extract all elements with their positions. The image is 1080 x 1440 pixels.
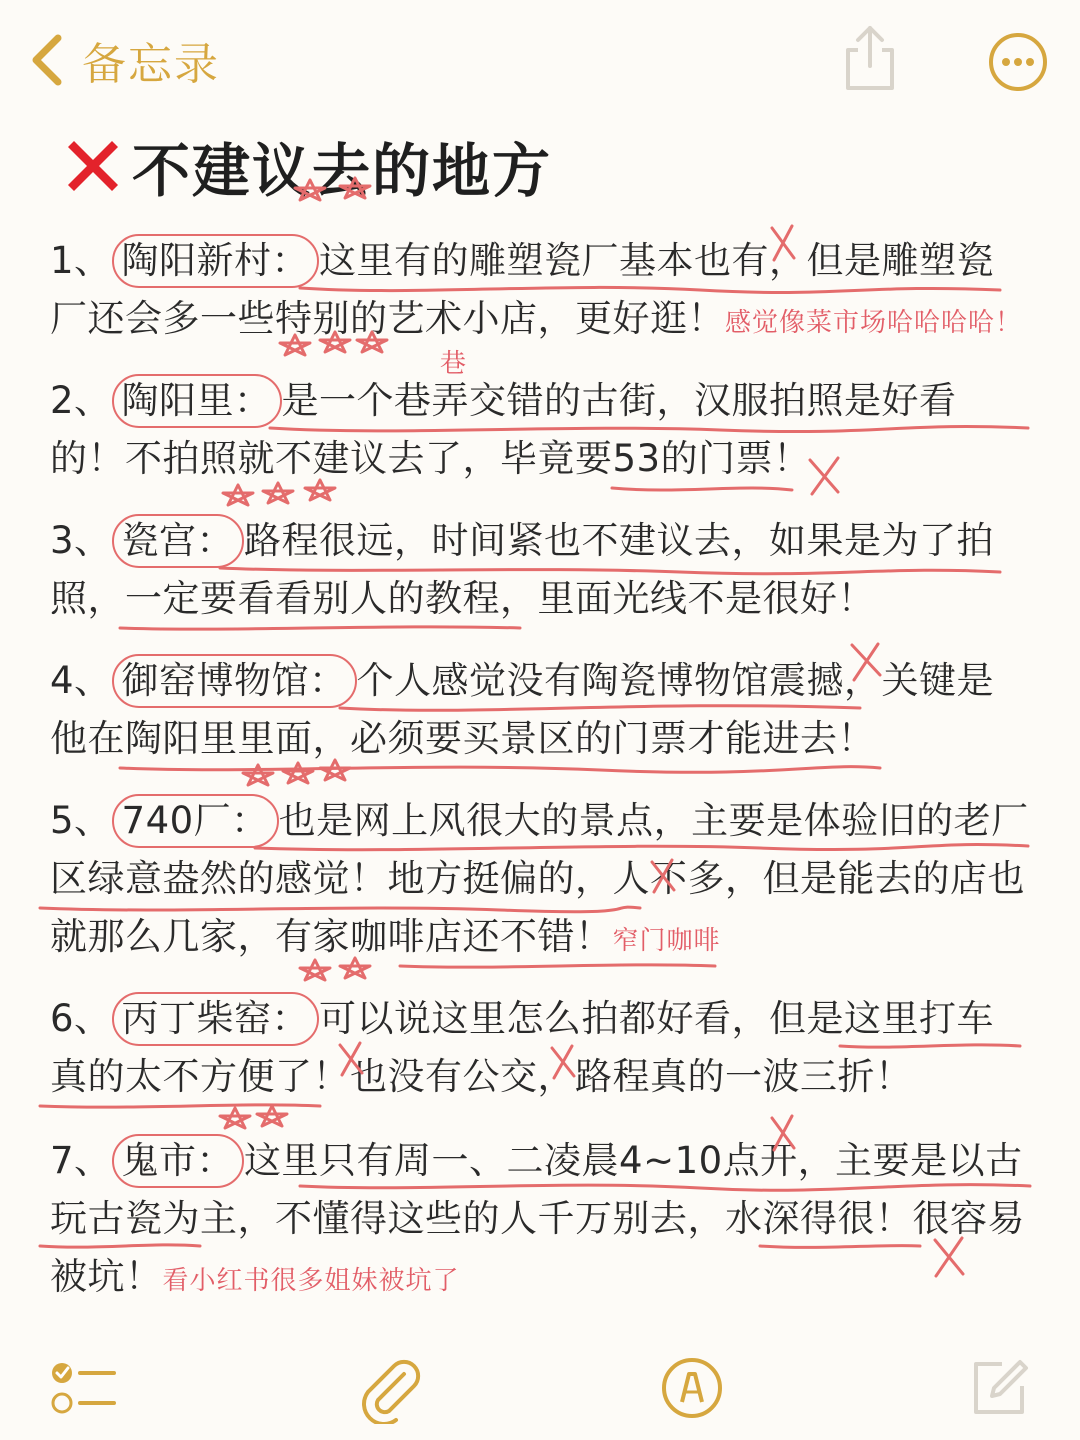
list-item xyxy=(50,1132,1030,1310)
star-rating-doodle xyxy=(220,1106,287,1128)
markup-pen-icon xyxy=(656,1352,728,1424)
note-title-text: 不建议去的地方 xyxy=(132,137,553,205)
item-text: 是一个巷弄交错的古街，汉服拍照是好看的！不拍照就不建议去了，毕竟要53的门票！ xyxy=(50,379,957,480)
more-button[interactable] xyxy=(986,30,1050,94)
handwritten-annotation: 看小红书很多姐妹被坑了 xyxy=(162,1266,460,1296)
attachment-button[interactable] xyxy=(350,1348,430,1428)
place-name: 陶阳新村： xyxy=(112,234,320,288)
item-text: 个人感觉没有陶瓷博物馆震撼，关键是他在陶阳里里面，必须要买景区的门票才能进去！ xyxy=(50,659,995,760)
share-button[interactable] xyxy=(838,22,902,94)
item-text: 也是网上风很大的景点，主要是体验旧的老厂区绿意盎然的感觉！地方挺偏的，人不多，但是能去的店也就那么几家，有家咖啡店还不错！ xyxy=(50,799,1029,958)
back-label: 备忘录 xyxy=(82,39,220,90)
place-name: 鬼市： xyxy=(112,1134,245,1188)
navigation-bar xyxy=(0,0,1080,110)
place-name: 瓷宫： xyxy=(112,514,245,568)
list-item xyxy=(50,792,1030,970)
checklist-button[interactable] xyxy=(44,1348,124,1428)
back-button[interactable] xyxy=(28,28,220,92)
handwritten-correction: 巷 xyxy=(440,349,467,379)
list-item xyxy=(50,512,1030,628)
note-title xyxy=(60,118,552,214)
place-name: 丙丁柴窑： xyxy=(112,992,320,1046)
list-item xyxy=(50,372,1030,488)
item-number: 5、 xyxy=(50,799,112,842)
list-item xyxy=(50,652,1030,768)
item-text: 路程很远，时间紧也不建议去，如果是为了拍照，一定要看看别人的教程，里面光线不是很好！ xyxy=(50,519,995,620)
chevron-left-icon xyxy=(28,32,64,88)
item-number: 6、 xyxy=(50,997,112,1040)
compose-button[interactable] xyxy=(958,1348,1038,1428)
item-number: 1、 xyxy=(50,239,112,282)
list-item xyxy=(50,990,1030,1106)
item-number: 4、 xyxy=(50,659,112,702)
place-name: 御窑博物馆： xyxy=(112,654,357,708)
item-text: 这里有的雕塑瓷厂基本也有，但是雕塑瓷厂还会多一些特别的艺术小店，更好逛！ xyxy=(50,239,995,340)
list-item xyxy=(50,232,1030,352)
item-text: 可以说这里怎么拍都好看，但是这里打车真的太不方便了！也没有公交，路程真的一波三折！ xyxy=(50,997,995,1098)
markup-button[interactable] xyxy=(652,1348,732,1428)
paperclip-icon xyxy=(354,1352,426,1424)
handwritten-annotation: 感觉像菜市场哈哈哈哈！ xyxy=(725,308,1023,338)
item-number: 2、 xyxy=(50,379,112,422)
bottom-toolbar xyxy=(0,1340,1080,1440)
cross-mark-icon xyxy=(60,133,126,199)
item-number: 7、 xyxy=(50,1139,112,1182)
share-icon xyxy=(838,22,902,94)
compose-icon xyxy=(962,1352,1034,1424)
handwritten-annotation: 窄门咖啡 xyxy=(612,926,721,956)
checklist-icon xyxy=(48,1357,120,1419)
more-icon xyxy=(986,30,1050,94)
place-name: 740厂： xyxy=(112,794,279,848)
item-text: 这里只有周一、二凌晨4~10点开，主要是以古玩古瓷为主，不懂得这些的人千万别去，水深得很！很容易被坑！ xyxy=(50,1139,1025,1298)
place-name: 陶阳里： xyxy=(112,374,282,428)
item-number: 3、 xyxy=(50,519,112,562)
